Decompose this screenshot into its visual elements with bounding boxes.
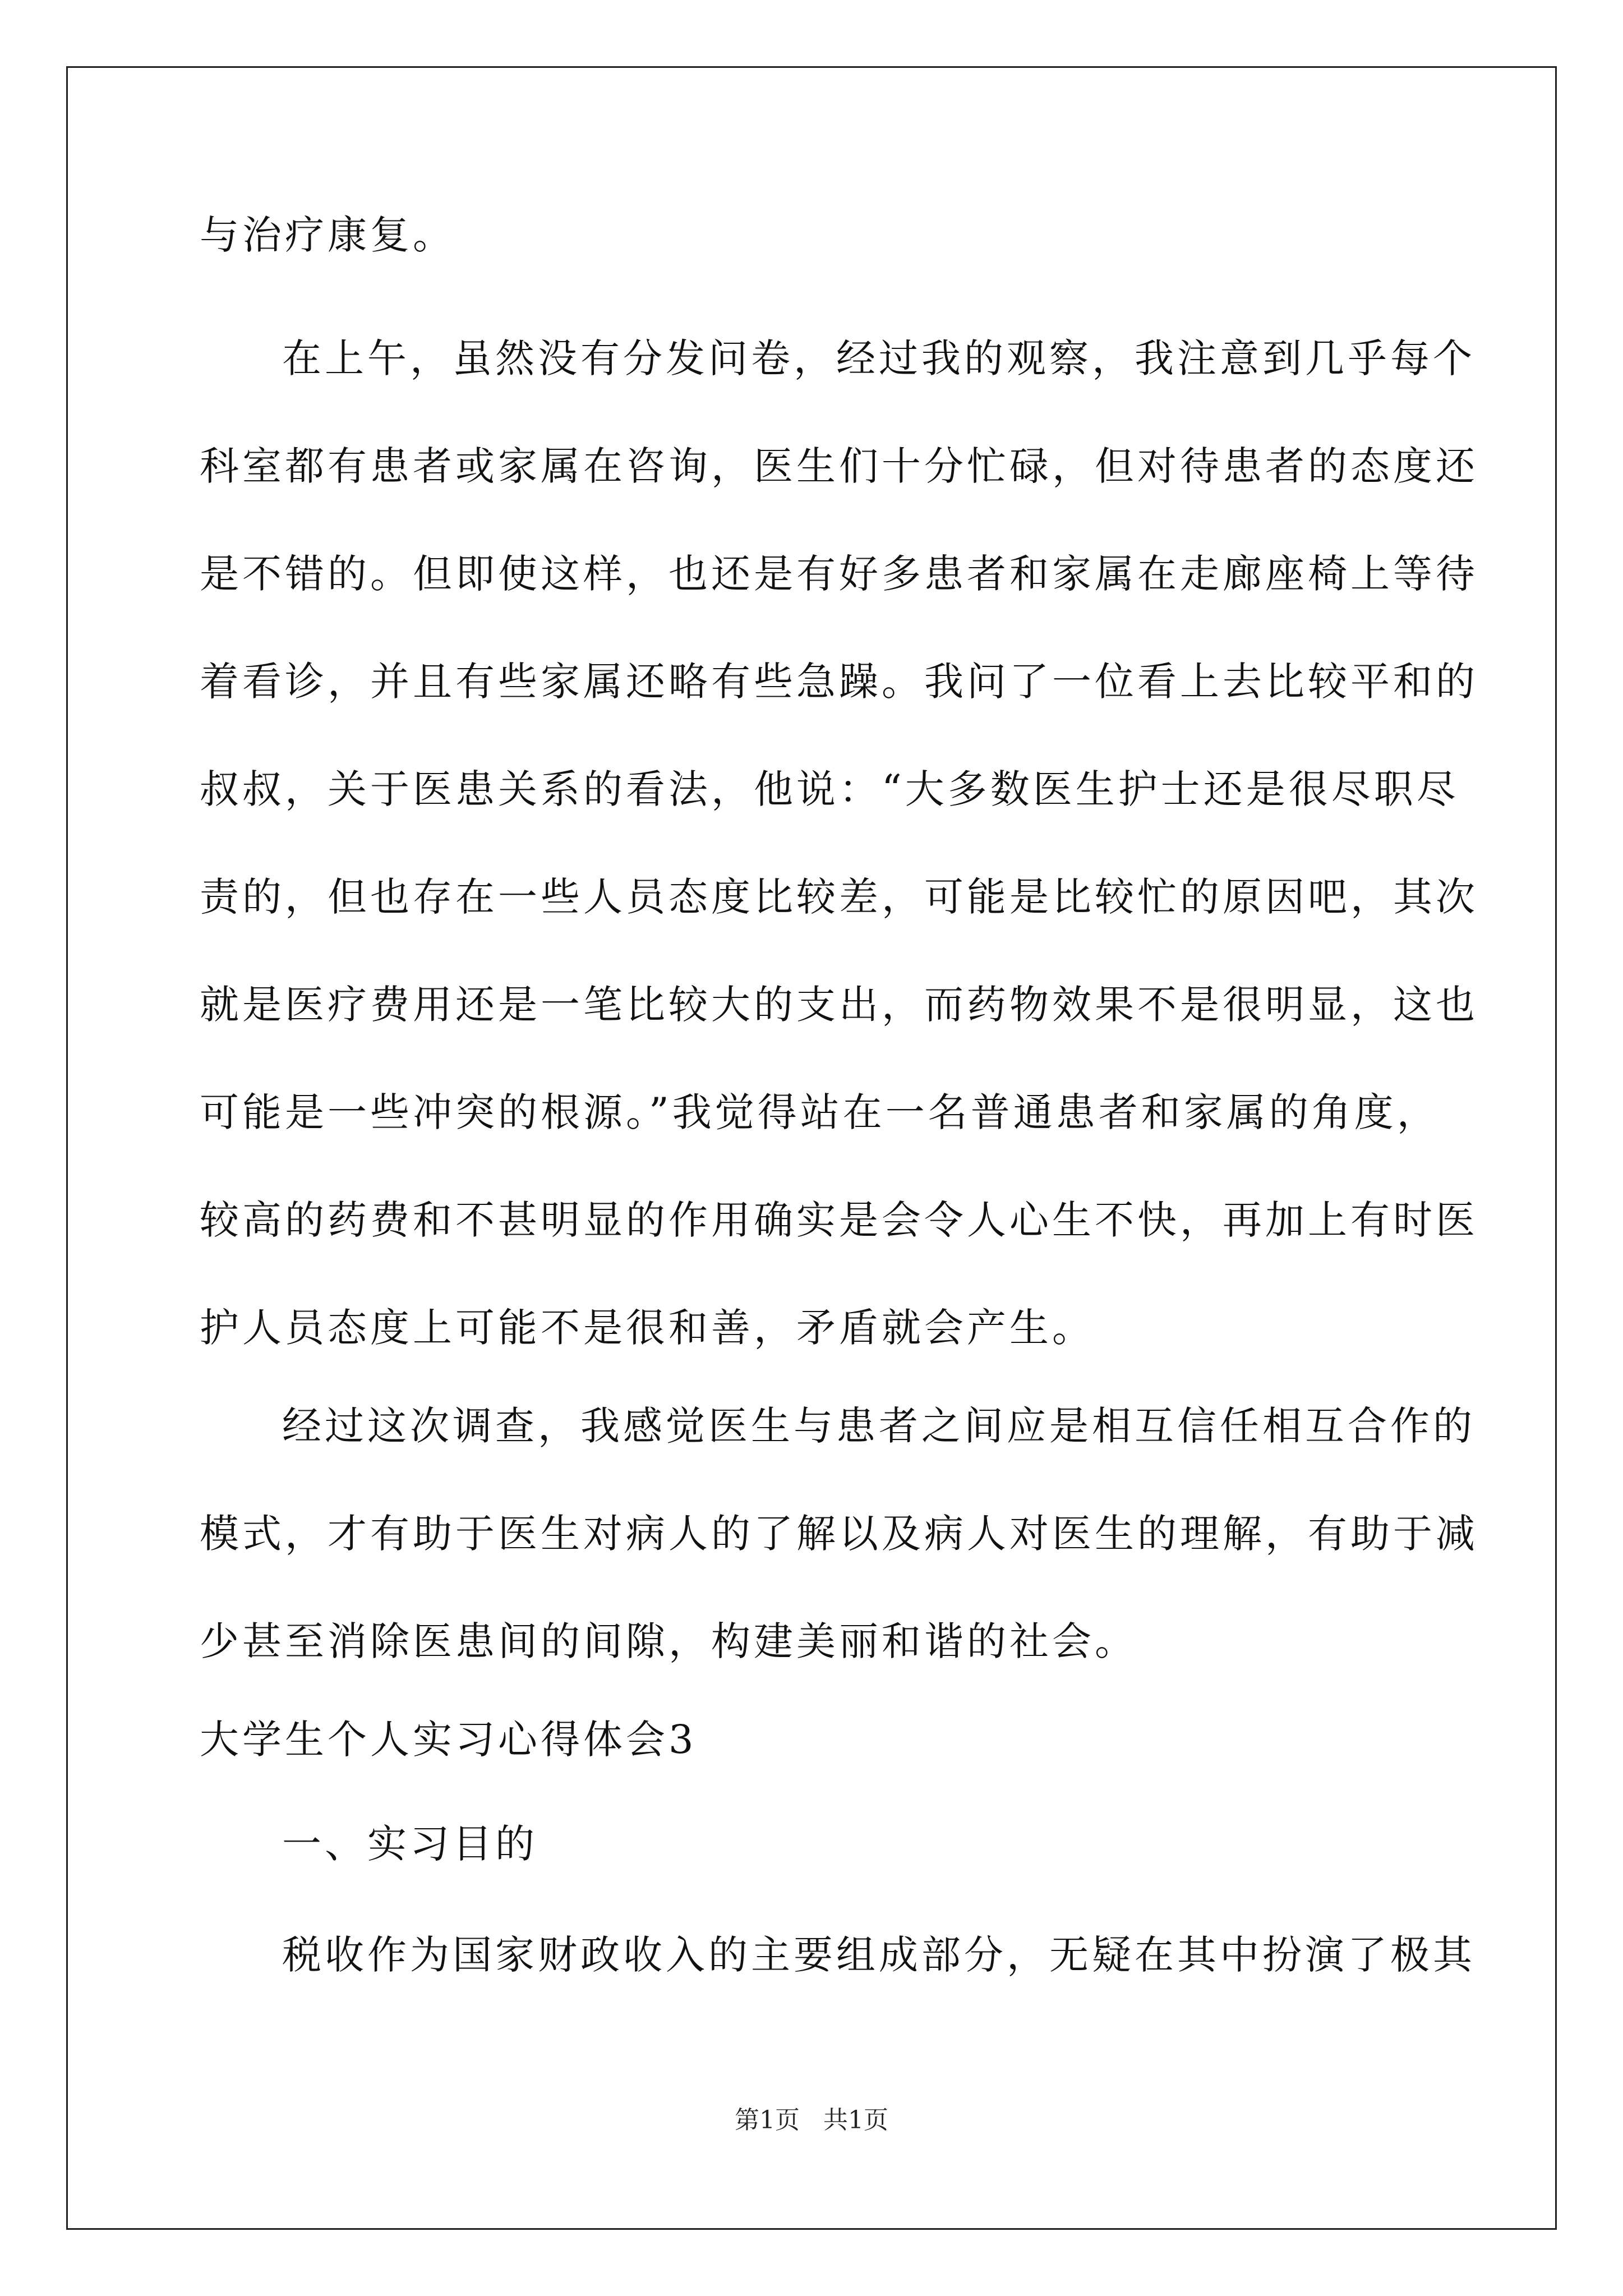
- text-line: 经过这次调查，我感觉医生与患者之间应是相互信任相互合作的: [282, 1403, 1476, 1449]
- text-line: 模式，才有助于医生对病人的了解以及病人对医生的理解，有助于减: [200, 1511, 1478, 1557]
- text-line: 是不错的。但即使这样，也还是有好多患者和家属在走廊座椅上等待: [200, 551, 1478, 597]
- text-line: 与治疗康复。: [200, 212, 455, 258]
- section-heading: 大学生个人实习心得体会3: [200, 1717, 697, 1763]
- page-footer: 第1页 共1页: [735, 2106, 888, 2134]
- text-line: 少甚至消除医患间的间隙，构建美丽和谐的社会。: [200, 1618, 1137, 1664]
- text-line: 税收作为国家财政收入的主要组成部分，无疑在其中扮演了极其: [282, 1932, 1476, 1978]
- text-line: 在上午，虽然没有分发问卷，经过我的观察，我注意到几乎每个: [282, 335, 1476, 381]
- text-line: 可能是一些冲突的根源。”我觉得站在一名普通患者和家属的角度，: [200, 1089, 1440, 1135]
- subsection-heading: 一、实习目的: [282, 1821, 538, 1867]
- page-border: [66, 66, 1557, 2230]
- text-line: 就是医疗费用还是一笔比较大的支出，而药物效果不是很明显，这也: [200, 982, 1478, 1028]
- text-line: 着看诊，并且有些家属还略有些急躁。我问了一位看上去比较平和的: [200, 659, 1478, 705]
- text-line: 叔叔，关于医患关系的看法，他说：“大多数医生护士还是很尽职尽: [200, 766, 1459, 812]
- text-line: 科室都有患者或家属在咨询，医生们十分忙碌，但对待患者的态度还: [200, 443, 1478, 489]
- text-line: 较高的药费和不甚明显的作用确实是会令人心生不快，再加上有时医: [200, 1197, 1478, 1243]
- text-line: 责的，但也存在一些人员态度比较差，可能是比较忙的原因吧，其次: [200, 874, 1478, 920]
- text-line: 护人员态度上可能不是很和善，矛盾就会产生。: [200, 1305, 1095, 1351]
